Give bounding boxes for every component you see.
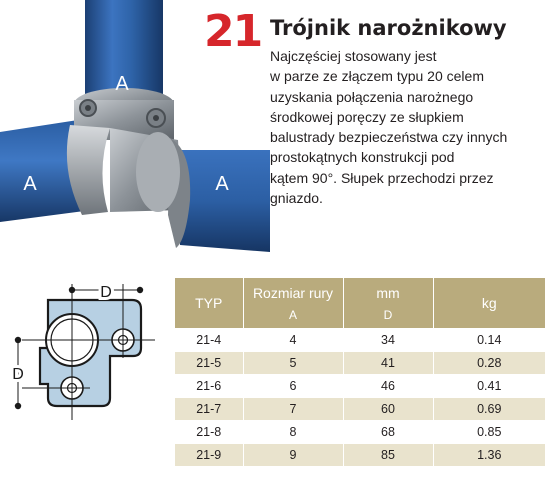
cell-mm: 34 [343, 329, 433, 352]
col-header-size-sub: A [288, 307, 297, 322]
description-line: gniazdo. [270, 190, 323, 207]
cell-mm: 85 [343, 444, 433, 467]
col-header-size [243, 278, 343, 329]
cell-kg: 0.85 [433, 421, 545, 444]
cell-size: 5 [243, 352, 343, 375]
cell-size: 9 [243, 444, 343, 467]
col-header-mm [343, 278, 433, 329]
col-header-size-label: Rozmiar rury [252, 284, 334, 301]
table-row [175, 444, 545, 467]
description-line: balustrady bezpieczeństwa czy innych [270, 129, 508, 146]
dimension-label-horizontal: D [100, 284, 112, 301]
cell-size: 4 [243, 329, 343, 352]
cell-size: 7 [243, 398, 343, 421]
table-row [175, 375, 545, 398]
cell-size: 6 [243, 375, 343, 398]
cell-typ: 21-9 [175, 444, 243, 467]
technical-drawing [0, 270, 170, 470]
product-description [270, 46, 540, 208]
description-line: w parze ze złączem typu 20 celem [270, 68, 484, 85]
cell-mm: 46 [343, 375, 433, 398]
description-line: kątem 90°. Słupek przechodzi przez [270, 169, 494, 186]
table-row [175, 398, 545, 421]
cell-mm: 41 [343, 352, 433, 375]
table-row [175, 329, 545, 352]
cell-kg: 1.36 [433, 444, 545, 467]
pipe-label-left: A [23, 173, 37, 195]
description-line: uzyskania połączenia narożnego [270, 88, 474, 105]
pipe-label-right: A [215, 173, 229, 195]
cell-kg: 0.41 [433, 375, 545, 398]
pipe-label-top: A [115, 73, 129, 95]
table-row [175, 421, 545, 444]
cell-typ: 21-5 [175, 352, 243, 375]
description-line: prostokątnych konstrukcji pod [270, 149, 455, 166]
cell-typ: 21-7 [175, 398, 243, 421]
description-line: Najczęściej stosowany jest [270, 48, 437, 64]
product-title: Trójnik narożnikowy [270, 16, 507, 40]
table-header-row [175, 278, 545, 329]
spec-table [175, 278, 545, 466]
cell-size: 8 [243, 421, 343, 444]
cell-kg: 0.69 [433, 398, 545, 421]
cell-typ: 21-4 [175, 329, 243, 352]
col-header-typ: TYP [175, 278, 243, 329]
description-line: środkowej poręczy ze słupkiem [270, 108, 464, 125]
col-header-kg: kg [433, 278, 545, 329]
cell-typ: 21-6 [175, 375, 243, 398]
cell-mm: 60 [343, 398, 433, 421]
table-row [175, 352, 545, 375]
cell-kg: 0.28 [433, 352, 545, 375]
col-header-mm-label: mm [376, 284, 400, 301]
cell-mm: 68 [343, 421, 433, 444]
col-header-mm-sub: D [383, 307, 393, 322]
cell-kg: 0.14 [433, 329, 545, 352]
cell-typ: 21-8 [175, 421, 243, 444]
product-code: 21 [204, 6, 262, 57]
dimension-label-vertical: D [12, 366, 24, 383]
